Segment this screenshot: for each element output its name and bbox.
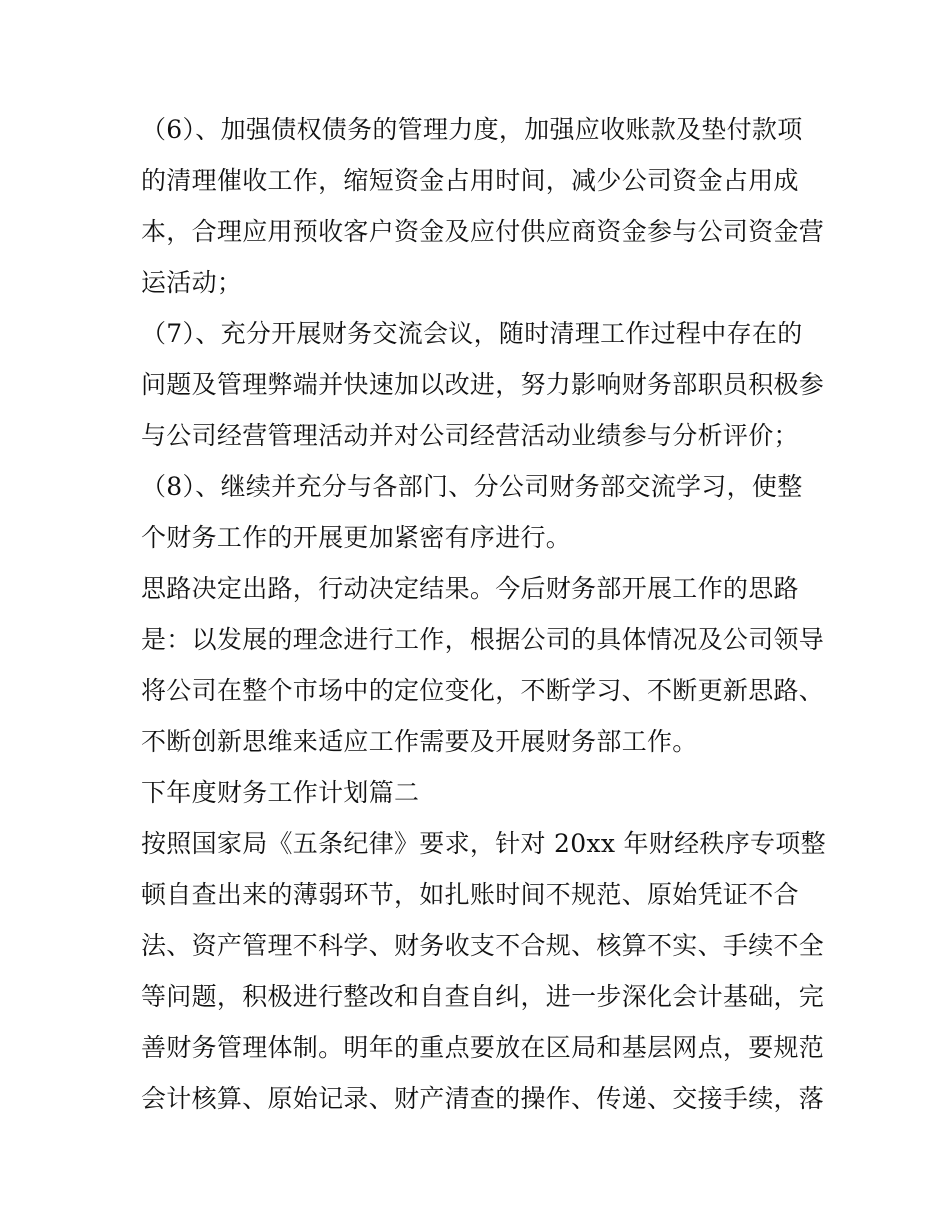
text-line: 问题及管理弊端并快速加以改进，努力影响财务部职员积极参 [141, 370, 825, 399]
text-line: 个财务工作的开展更加紧密有序进行。 [141, 523, 572, 552]
text-line: 运活动； [141, 268, 243, 297]
text-line: （7）、充分开展财务交流会议，随时清理工作过程中存在的 [141, 319, 803, 348]
text-line: 等问题，积极进行整改和自查自纠，进一步深化会计基础，完 [141, 982, 825, 1011]
text-line: 本，合理应用预收客户资金及应付供应商资金参与公司资金营 [141, 217, 825, 246]
text-line: 不断创新思维来适应工作需要及开展财务部工作。 [141, 727, 698, 756]
text-line: （6）、加强债权债务的管理力度，加强应收账款及垫付款项 [141, 115, 803, 144]
text-line: 会计核算、原始记录、财产清查的操作、传递、交接手续，落 [141, 1084, 825, 1113]
text-line: 法、资产管理不科学、财务收支不合规、核算不实、手续不全 [141, 931, 825, 960]
text-line: 的清理催收工作，缩短资金占用时间，减少公司资金占用成 [141, 166, 799, 195]
text-line: 将公司在整个市场中的定位变化，不断学习、不断更新思路、 [141, 676, 825, 705]
text-line: 按照国家局《五条纪律》要求，针对 20xx 年财经秩序专项整 [141, 829, 826, 858]
text-line: （8）、继续并充分与各部门、分公司财务部交流学习，使整 [141, 472, 803, 501]
text-line: 是：以发展的理念进行工作，根据公司的具体情况及公司领导 [141, 625, 825, 654]
text-line: 与公司经营管理活动并对公司经营活动业绩参与分析评价； [141, 421, 799, 450]
text-line: 善财务管理体制。明年的重点要放在区局和基层网点，要规范 [141, 1033, 825, 1062]
text-line: 思路决定出路，行动决定结果。今后财务部开展工作的思路 [141, 574, 799, 603]
text-line: 顿自查出来的薄弱环节，如扎账时间不规范、原始凭证不合 [141, 880, 799, 909]
section-heading: 下年度财务工作计划篇二 [141, 778, 420, 807]
